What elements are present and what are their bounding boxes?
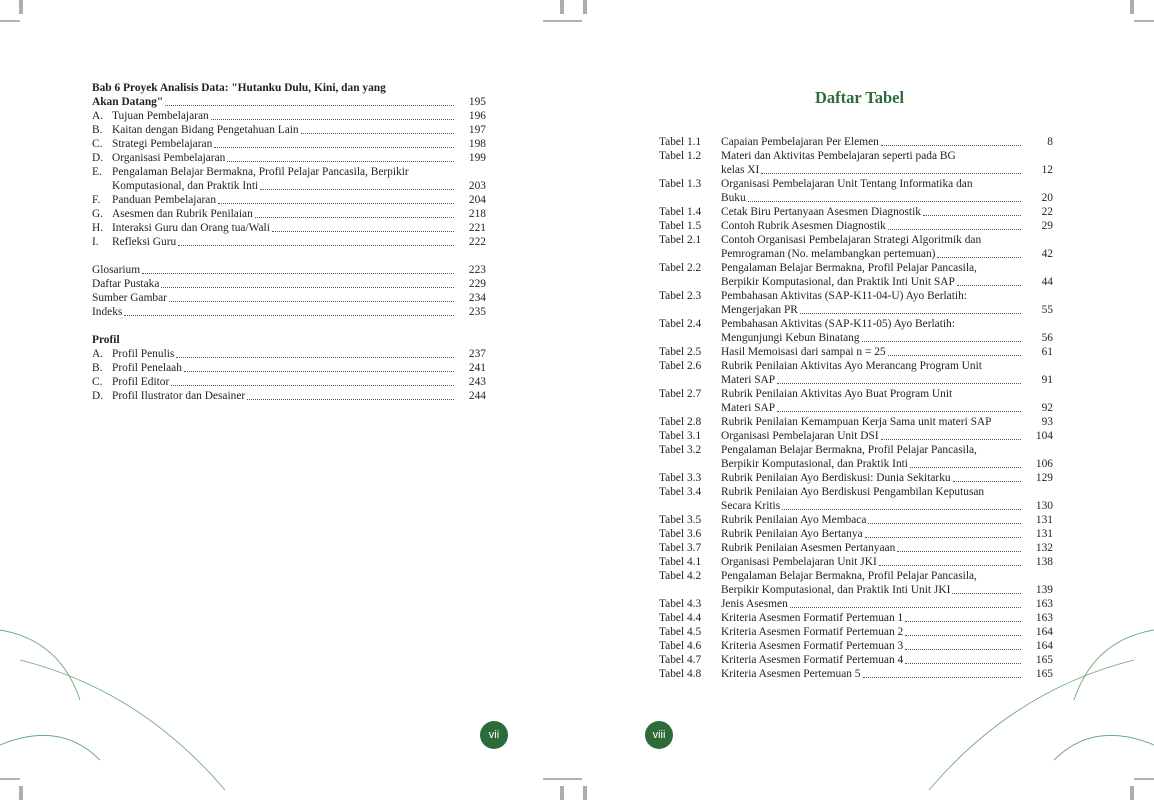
entry-label: Tabel 4.7 bbox=[659, 654, 702, 666]
entry-label: C. bbox=[92, 376, 103, 388]
leader-dots bbox=[937, 257, 1021, 258]
leader-dots bbox=[905, 663, 1021, 664]
leader-dots bbox=[748, 201, 1021, 202]
entry-label: Tabel 1.5 bbox=[659, 220, 702, 232]
leader-dots bbox=[953, 481, 1021, 482]
table-entry[interactable] bbox=[659, 541, 1053, 555]
leader-dots bbox=[178, 245, 454, 246]
leader-dots bbox=[214, 147, 454, 148]
entry-title: Profil Ilustrator dan Desainer bbox=[112, 390, 246, 402]
leader-dots bbox=[777, 383, 1021, 384]
toc-entry[interactable] bbox=[92, 305, 486, 319]
page-number: 104 bbox=[1035, 430, 1053, 442]
leader-dots bbox=[761, 173, 1021, 174]
entry-label: Tabel 2.4 bbox=[659, 318, 702, 330]
table-entry-line1 bbox=[659, 569, 1053, 583]
page-number: 165 bbox=[1035, 654, 1053, 666]
entry-title: Capaian Pembelajaran Per Elemen bbox=[721, 136, 879, 148]
entry-title: Refleksi Guru bbox=[112, 236, 177, 248]
entry-title: Organisasi Pembelajaran Unit JKI bbox=[721, 556, 877, 568]
page-number: 92 bbox=[1041, 402, 1053, 414]
table-entry-line1 bbox=[659, 387, 1053, 401]
entry-title: Glosarium bbox=[92, 264, 141, 276]
entry-label: Tabel 4.2 bbox=[659, 570, 702, 582]
leader-dots bbox=[881, 145, 1021, 146]
entry-title: Jenis Asesmen bbox=[721, 598, 788, 610]
leader-dots bbox=[227, 161, 454, 162]
entry-label: D. bbox=[92, 152, 104, 164]
page-number: 244 bbox=[468, 390, 486, 402]
entry-title: Contoh Organisasi Pembelajaran Strategi Algoritmik dan bbox=[721, 234, 982, 246]
leader-dots bbox=[905, 635, 1021, 636]
leader-dots bbox=[777, 411, 1021, 412]
chapter-6-title-cont: Akan Datang" bbox=[92, 96, 164, 108]
entry-label: Tabel 1.2 bbox=[659, 150, 702, 162]
entry-label: Tabel 2.1 bbox=[659, 234, 702, 246]
entry-label: Tabel 2.8 bbox=[659, 416, 702, 428]
table-entry[interactable] bbox=[659, 597, 1053, 611]
entry-label: Tabel 2.2 bbox=[659, 262, 702, 274]
page-number: 218 bbox=[468, 208, 486, 220]
leader-dots bbox=[218, 203, 454, 204]
entry-title: Daftar Pustaka bbox=[92, 278, 160, 290]
entry-label: Tabel 2.3 bbox=[659, 290, 702, 302]
table-entry[interactable] bbox=[659, 345, 1053, 359]
entry-label: Tabel 2.7 bbox=[659, 388, 702, 400]
table-entry[interactable] bbox=[659, 247, 1053, 261]
entry-title: Organisasi Pembelajaran Unit Tentang Informatika dan bbox=[721, 178, 973, 190]
table-entry-line1 bbox=[659, 177, 1053, 191]
entry-title: Rubrik Penilaian Aktivitas Ayo Merancang Program Unit bbox=[721, 360, 982, 372]
page-number: 93 bbox=[1041, 416, 1053, 428]
table-entry[interactable] bbox=[659, 303, 1053, 317]
entry-title: Profil Editor bbox=[112, 376, 170, 388]
page-number: 234 bbox=[468, 292, 486, 304]
entry-title-cont: Materi SAP bbox=[721, 374, 776, 386]
page-number: 196 bbox=[468, 110, 486, 122]
entry-title: Kriteria Asesmen Formatif Pertemuan 1 bbox=[721, 612, 904, 624]
leader-dots bbox=[176, 357, 454, 358]
page-number: 55 bbox=[1041, 304, 1053, 316]
leader-dots bbox=[301, 133, 454, 134]
page-number: 195 bbox=[468, 96, 486, 108]
profile-heading: Profil bbox=[92, 334, 120, 346]
entry-title-cont: Mengerjakan PR bbox=[721, 304, 798, 316]
entry-title: Kriteria Asesmen Formatif Pertemuan 3 bbox=[721, 640, 904, 652]
entry-title-cont: Materi SAP bbox=[721, 402, 776, 414]
entry-title-cont: Buku bbox=[721, 192, 746, 204]
toc-entry[interactable] bbox=[92, 221, 486, 235]
table-entry[interactable] bbox=[659, 429, 1053, 443]
page-number: 138 bbox=[1035, 556, 1053, 568]
entry-label: Tabel 3.4 bbox=[659, 486, 702, 498]
page-number: 221 bbox=[468, 222, 486, 234]
table-entry[interactable] bbox=[659, 611, 1053, 625]
entry-title: Organisasi Pembelajaran Unit DSI bbox=[721, 430, 879, 442]
page-number: 197 bbox=[468, 124, 486, 136]
table-entry[interactable] bbox=[659, 639, 1053, 653]
toc-entry[interactable] bbox=[92, 389, 486, 403]
toc-entry[interactable] bbox=[92, 235, 486, 249]
leader-dots bbox=[782, 509, 1021, 510]
entry-label: Tabel 4.6 bbox=[659, 640, 702, 652]
leader-dots bbox=[184, 371, 454, 372]
table-entry[interactable] bbox=[659, 373, 1053, 387]
entry-title: Kriteria Asesmen Formatif Pertemuan 2 bbox=[721, 626, 904, 638]
table-entry-line1 bbox=[659, 261, 1053, 275]
table-entry-line1 bbox=[659, 289, 1053, 303]
page-number: 130 bbox=[1035, 500, 1053, 512]
page-number: 29 bbox=[1041, 220, 1053, 232]
page-number: 235 bbox=[468, 306, 486, 318]
leader-dots bbox=[881, 439, 1021, 440]
entry-title: Rubrik Penilaian Aktivitas Ayo Buat Program Unit bbox=[721, 388, 953, 400]
toc-entry[interactable] bbox=[92, 291, 486, 305]
table-entry[interactable] bbox=[659, 583, 1053, 597]
table-entry[interactable] bbox=[659, 653, 1053, 667]
leader-dots bbox=[897, 551, 1021, 552]
table-entry-line1 bbox=[659, 233, 1053, 247]
table-entry[interactable] bbox=[659, 555, 1053, 569]
entry-label: C. bbox=[92, 138, 103, 150]
entry-label: Tabel 4.3 bbox=[659, 598, 702, 610]
table-entry[interactable] bbox=[659, 331, 1053, 345]
table-entry[interactable] bbox=[659, 527, 1053, 541]
entry-title: Rubrik Penilaian Ayo Membaca bbox=[721, 514, 867, 526]
entry-title: Asesmen dan Rubrik Penilaian bbox=[112, 208, 253, 220]
toc-entry[interactable] bbox=[92, 123, 486, 137]
page-number: 204 bbox=[468, 194, 486, 206]
entry-title: Pengalaman Belajar Bermakna, Profil Pelajar Pancasila, bbox=[721, 444, 977, 456]
entry-title: Kriteria Asesmen Formatif Pertemuan 4 bbox=[721, 654, 904, 666]
entry-label: Tabel 3.5 bbox=[659, 514, 702, 526]
entry-label: Tabel 4.5 bbox=[659, 626, 702, 638]
entry-title-cont: kelas XI bbox=[721, 164, 760, 176]
entry-title: Profil Penulis bbox=[112, 348, 175, 360]
entry-title: Pengalaman Belajar Bermakna, Profil Pelajar Pancasila, Berpikir bbox=[112, 166, 409, 178]
entry-title: Strategi Pembelajaran bbox=[112, 138, 213, 150]
page-number: 131 bbox=[1035, 514, 1053, 526]
table-entry-line1 bbox=[659, 359, 1053, 373]
entry-label: Tabel 1.4 bbox=[659, 206, 702, 218]
chapter-6-entry[interactable] bbox=[92, 95, 486, 109]
tables-list bbox=[659, 135, 1053, 681]
entry-label: I. bbox=[92, 236, 99, 248]
leader-dots bbox=[862, 341, 1021, 342]
page-number: 229 bbox=[468, 278, 486, 290]
leader-dots bbox=[260, 189, 454, 190]
leader-dots bbox=[923, 215, 1021, 216]
table-entry[interactable] bbox=[659, 415, 1053, 429]
entry-label: Tabel 3.2 bbox=[659, 444, 702, 456]
entry-title: Kaitan dengan Bidang Pengetahuan Lain bbox=[112, 124, 299, 136]
entry-title: Organisasi Pembelajaran bbox=[112, 152, 226, 164]
leader-dots bbox=[211, 119, 454, 120]
chapter-6-title: Bab 6 Proyek Analisis Data: "Hutanku Dulu, Kini, dan yang bbox=[92, 82, 386, 94]
table-entry-line1 bbox=[659, 317, 1053, 331]
page-number: 132 bbox=[1035, 542, 1053, 554]
table-entry[interactable] bbox=[659, 205, 1053, 219]
leader-dots bbox=[255, 217, 454, 218]
contents-list bbox=[92, 81, 486, 403]
page-number: 203 bbox=[468, 180, 486, 192]
page-number: 44 bbox=[1041, 276, 1053, 288]
entry-title: Pengalaman Belajar Bermakna, Profil Pelajar Pancasila, bbox=[721, 570, 977, 582]
entry-label: Tabel 3.1 bbox=[659, 430, 702, 442]
entry-title-cont: Mengunjungi Kebun Binatang bbox=[721, 332, 860, 344]
entry-title-cont: Pemrograman (No. melambangkan pertemuan) bbox=[721, 248, 936, 260]
leader-dots bbox=[165, 105, 454, 106]
entry-label: Tabel 4.1 bbox=[659, 556, 702, 568]
leader-dots bbox=[790, 607, 1021, 608]
leader-dots bbox=[800, 313, 1021, 314]
page-number: 243 bbox=[468, 376, 486, 388]
entry-label: Tabel 2.5 bbox=[659, 346, 702, 358]
table-entry[interactable] bbox=[659, 401, 1053, 415]
entry-label: A. bbox=[92, 110, 104, 122]
page-number: 106 bbox=[1035, 458, 1053, 470]
page-number: 222 bbox=[468, 236, 486, 248]
entry-title: Rubrik Penilaian Asesmen Pertanyaan bbox=[721, 542, 896, 554]
page-number: 20 bbox=[1041, 192, 1053, 204]
toc-entry[interactable] bbox=[92, 109, 486, 123]
leader-dots bbox=[171, 385, 454, 386]
entry-label: Tabel 3.7 bbox=[659, 542, 702, 554]
page-number: 56 bbox=[1041, 332, 1053, 344]
table-entry[interactable] bbox=[659, 135, 1053, 149]
entry-title: Profil Penelaah bbox=[112, 362, 182, 374]
page-number: 91 bbox=[1041, 374, 1053, 386]
toc-entry[interactable] bbox=[92, 179, 486, 193]
entry-title-cont: Berpikir Komputasional, dan Praktik Inti bbox=[721, 458, 908, 470]
leader-dots bbox=[910, 467, 1021, 468]
entry-label: A. bbox=[92, 348, 104, 360]
entry-title: Rubrik Penilaian Kemampuan Kerja Sama unit materi SAP bbox=[721, 416, 992, 428]
page-number: 198 bbox=[468, 138, 486, 150]
page-number-badge-left: vii bbox=[480, 721, 508, 749]
page-number: 8 bbox=[1047, 136, 1053, 148]
leader-dots bbox=[957, 285, 1021, 286]
entry-label: Tabel 3.3 bbox=[659, 472, 702, 484]
leader-dots bbox=[863, 677, 1022, 678]
toc-entry[interactable] bbox=[92, 347, 486, 361]
toc-entry[interactable] bbox=[92, 193, 486, 207]
entry-label: B. bbox=[92, 124, 103, 136]
entry-title: Cetak Biru Pertanyaan Asesmen Diagnostik bbox=[721, 206, 921, 218]
entry-title: Kriteria Asesmen Pertemuan 5 bbox=[721, 668, 861, 680]
toc-entry[interactable] bbox=[92, 361, 486, 375]
page-number: 241 bbox=[468, 362, 486, 374]
entry-title: Pembahasan Aktivitas (SAP-K11-05) Ayo Berlatih: bbox=[721, 318, 955, 330]
table-entry[interactable] bbox=[659, 625, 1053, 639]
table-entry-line1 bbox=[659, 149, 1053, 163]
table-entry[interactable] bbox=[659, 499, 1053, 513]
entry-label: Tabel 4.8 bbox=[659, 668, 702, 680]
entry-title: Hasil Memoisasi dari sampai n = 25 bbox=[721, 346, 886, 358]
page-number: 139 bbox=[1035, 584, 1053, 596]
entry-title: Tujuan Pembelajaran bbox=[112, 110, 209, 122]
page-number: 223 bbox=[468, 264, 486, 276]
page-number: 42 bbox=[1041, 248, 1053, 260]
table-entry[interactable] bbox=[659, 457, 1053, 471]
entry-title: Panduan Pembelajaran bbox=[112, 194, 217, 206]
list-of-tables-title: Daftar Tabel bbox=[815, 88, 905, 107]
entry-label: B. bbox=[92, 362, 103, 374]
entry-label: Tabel 4.4 bbox=[659, 612, 702, 624]
entry-label: Tabel 2.6 bbox=[659, 360, 702, 372]
page-number: 199 bbox=[468, 152, 486, 164]
table-entry[interactable] bbox=[659, 667, 1053, 681]
page-number-badge-right: viii bbox=[645, 721, 673, 749]
toc-entry[interactable] bbox=[92, 277, 486, 291]
entry-title-cont: Secara Kritis bbox=[721, 500, 781, 512]
entry-label: H. bbox=[92, 222, 104, 234]
toc-entry[interactable] bbox=[92, 137, 486, 151]
leader-dots bbox=[124, 315, 454, 316]
entry-title: Contoh Rubrik Asesmen Diagnostik bbox=[721, 220, 886, 232]
page-number: 163 bbox=[1035, 612, 1053, 624]
leader-dots bbox=[905, 649, 1021, 650]
entry-title-cont: Berpikir Komputasional, dan Praktik Inti Unit JKI bbox=[721, 584, 951, 596]
table-entry[interactable] bbox=[659, 219, 1053, 233]
entry-title: Rubrik Penilaian Ayo Berdiskusi: Dunia Sekitarku bbox=[721, 472, 951, 484]
table-entry[interactable] bbox=[659, 275, 1053, 289]
page-number: 61 bbox=[1041, 346, 1053, 358]
page-number: 131 bbox=[1035, 528, 1053, 540]
leader-dots bbox=[247, 399, 454, 400]
entry-label: E. bbox=[92, 166, 102, 178]
entry-label: F. bbox=[92, 194, 101, 206]
toc-entry[interactable] bbox=[92, 151, 486, 165]
leader-dots bbox=[888, 229, 1021, 230]
toc-entry[interactable] bbox=[92, 375, 486, 389]
leader-dots bbox=[952, 593, 1021, 594]
entry-label: Tabel 3.6 bbox=[659, 528, 702, 540]
entry-title: Pembahasan Aktivitas (SAP-K11-04-U) Ayo Berlatih: bbox=[721, 290, 967, 302]
entry-title: Sumber Gambar bbox=[92, 292, 167, 304]
leader-dots bbox=[905, 621, 1021, 622]
entry-title: Materi dan Aktivitas Pembelajaran seperti pada BG bbox=[721, 150, 956, 162]
leader-dots bbox=[865, 537, 1021, 538]
table-entry[interactable] bbox=[659, 471, 1053, 485]
page-number: 237 bbox=[468, 348, 486, 360]
entry-title: Interaksi Guru dan Orang tua/Wali bbox=[112, 222, 270, 234]
table-entry-line1 bbox=[659, 485, 1053, 499]
entry-title: Indeks bbox=[92, 306, 123, 318]
leader-dots bbox=[888, 355, 1021, 356]
toc-entry[interactable] bbox=[92, 263, 486, 277]
entry-title-cont: Berpikir Komputasional, dan Praktik Inti Unit SAP bbox=[721, 276, 955, 288]
entry-label: Tabel 1.3 bbox=[659, 178, 702, 190]
page-number: 22 bbox=[1041, 206, 1053, 218]
leader-dots bbox=[272, 231, 454, 232]
entry-title: Rubrik Penilaian Ayo Bertanya bbox=[721, 528, 863, 540]
entry-title: Pengalaman Belajar Bermakna, Profil Pelajar Pancasila, bbox=[721, 262, 977, 274]
table-entry[interactable] bbox=[659, 191, 1053, 205]
leader-dots bbox=[868, 523, 1021, 524]
page-number: 164 bbox=[1035, 640, 1053, 652]
entry-title: Rubrik Penilaian Ayo Berdiskusi Pengambilan Keputusan bbox=[721, 486, 985, 498]
entry-title-cont: Komputasional, dan Praktik Inti bbox=[112, 180, 259, 192]
page-number: 164 bbox=[1035, 626, 1053, 638]
entry-label: G. bbox=[92, 208, 104, 220]
page-number: 165 bbox=[1035, 668, 1053, 680]
leader-dots bbox=[169, 301, 454, 302]
leader-dots bbox=[161, 287, 454, 288]
page-number: 12 bbox=[1041, 164, 1053, 176]
leader-dots bbox=[879, 565, 1021, 566]
table-entry-line1 bbox=[659, 443, 1053, 457]
leader-dots bbox=[142, 273, 454, 274]
toc-entry-line1 bbox=[92, 165, 486, 179]
entry-label: Tabel 1.1 bbox=[659, 136, 702, 148]
toc-entry[interactable] bbox=[92, 207, 486, 221]
page-number: 129 bbox=[1035, 472, 1053, 484]
entry-label: D. bbox=[92, 390, 104, 402]
table-entry[interactable] bbox=[659, 513, 1053, 527]
page-number: 163 bbox=[1035, 598, 1053, 610]
table-entry[interactable] bbox=[659, 163, 1053, 177]
